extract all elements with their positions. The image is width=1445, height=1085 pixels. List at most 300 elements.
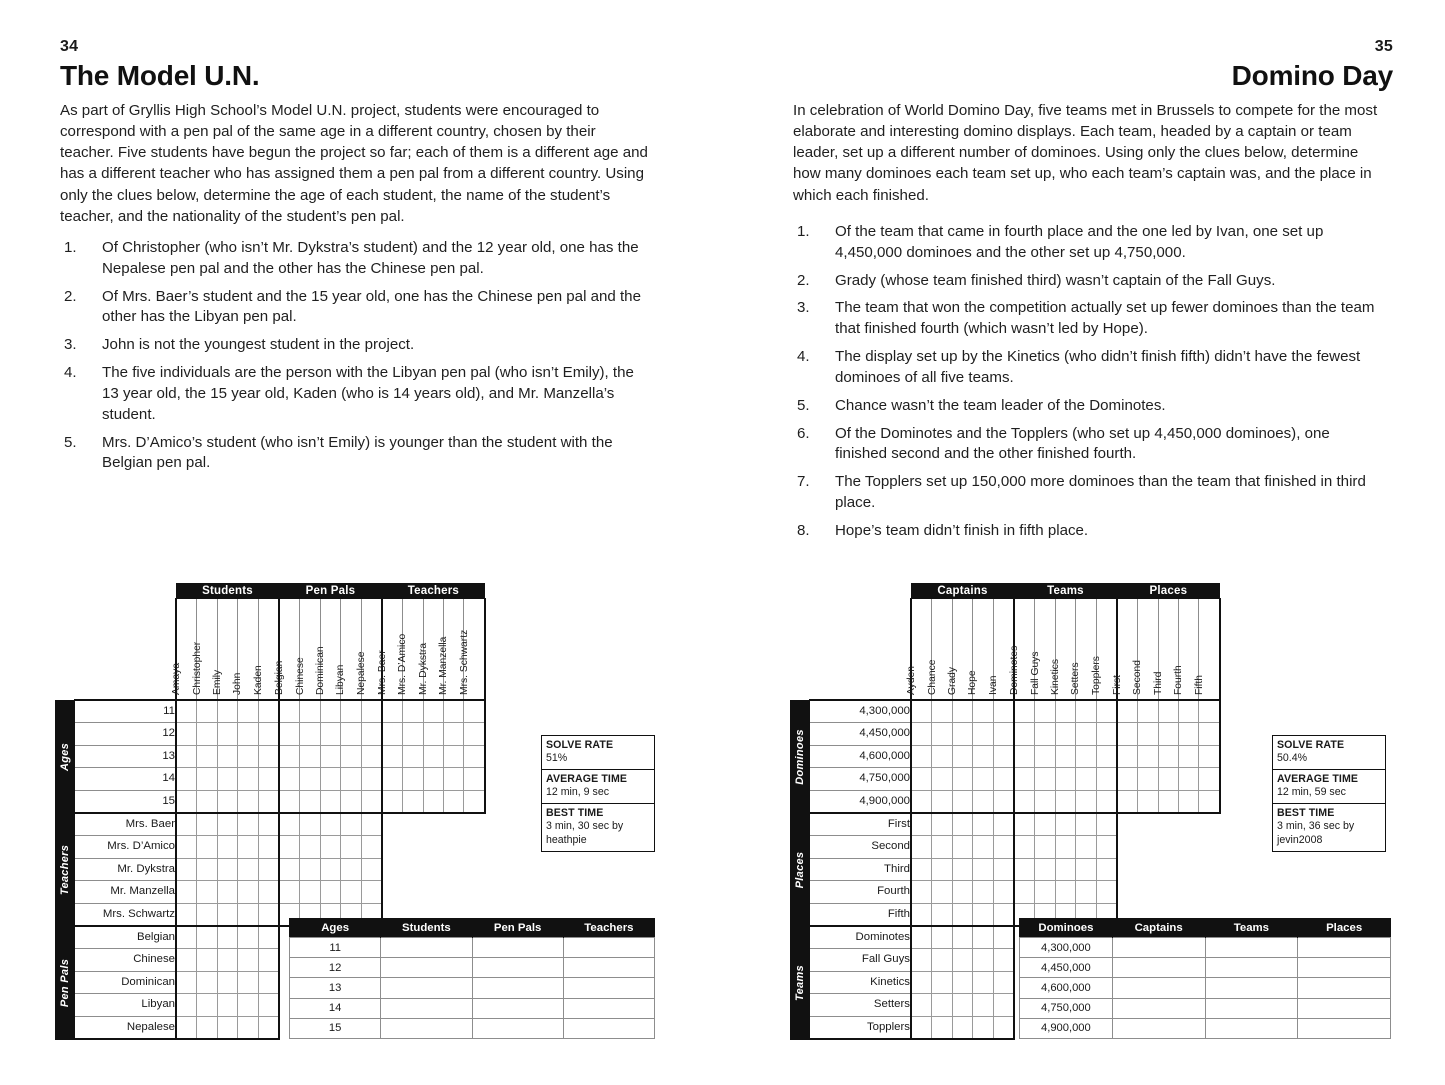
- grid-cell[interactable]: [197, 700, 217, 723]
- grid-cell[interactable]: [258, 881, 279, 903]
- grid-cell[interactable]: [320, 881, 340, 903]
- grid-cell[interactable]: [238, 949, 258, 971]
- grid-cell[interactable]: [279, 745, 300, 767]
- grid-cell[interactable]: [464, 700, 485, 723]
- grid-cell[interactable]: [952, 1016, 972, 1039]
- grid-cell[interactable]: [911, 700, 932, 723]
- grid-cell[interactable]: [932, 858, 952, 880]
- grid-cell[interactable]: [403, 768, 423, 790]
- grid-cell[interactable]: [176, 723, 197, 745]
- grid-cell[interactable]: [1096, 881, 1117, 903]
- grid-cell[interactable]: [300, 858, 320, 880]
- grid-cell[interactable]: [217, 1016, 237, 1039]
- grid-cell[interactable]: [973, 700, 993, 723]
- grid-cell[interactable]: [217, 836, 237, 858]
- grid-cell[interactable]: [1035, 700, 1055, 723]
- answer-blank-cell[interactable]: [1298, 958, 1391, 978]
- grid-cell[interactable]: [1035, 858, 1055, 880]
- grid-cell[interactable]: [279, 790, 300, 813]
- grid-cell[interactable]: [300, 745, 320, 767]
- answer-blank-cell[interactable]: [563, 938, 654, 958]
- grid-cell[interactable]: [444, 768, 464, 790]
- grid-cell[interactable]: [320, 790, 340, 813]
- grid-cell[interactable]: [1199, 790, 1220, 813]
- grid-cell[interactable]: [197, 858, 217, 880]
- grid-cell[interactable]: [217, 926, 237, 949]
- grid-cell[interactable]: [217, 700, 237, 723]
- answer-blank-cell[interactable]: [1205, 958, 1298, 978]
- grid-cell[interactable]: [1076, 790, 1096, 813]
- answer-blank-cell[interactable]: [563, 978, 654, 998]
- grid-cell[interactable]: [973, 994, 993, 1016]
- grid-cell[interactable]: [1199, 700, 1220, 723]
- grid-cell[interactable]: [952, 994, 972, 1016]
- answer-blank-cell[interactable]: [472, 978, 563, 998]
- grid-cell[interactable]: [341, 768, 361, 790]
- grid-cell[interactable]: [361, 881, 382, 903]
- grid-cell[interactable]: [973, 1016, 993, 1039]
- grid-cell[interactable]: [1035, 723, 1055, 745]
- grid-cell[interactable]: [403, 745, 423, 767]
- answer-blank-cell[interactable]: [1298, 978, 1391, 998]
- grid-cell[interactable]: [217, 858, 237, 880]
- grid-cell[interactable]: [279, 700, 300, 723]
- grid-cell[interactable]: [300, 836, 320, 858]
- grid-cell[interactable]: [464, 768, 485, 790]
- grid-cell[interactable]: [1199, 768, 1220, 790]
- grid-cell[interactable]: [258, 790, 279, 813]
- grid-cell[interactable]: [1117, 790, 1138, 813]
- grid-cell[interactable]: [238, 790, 258, 813]
- grid-cell[interactable]: [952, 723, 972, 745]
- grid-cell[interactable]: [238, 858, 258, 880]
- grid-cell[interactable]: [258, 858, 279, 880]
- grid-cell[interactable]: [993, 1016, 1014, 1039]
- grid-cell[interactable]: [197, 903, 217, 926]
- grid-cell[interactable]: [993, 836, 1014, 858]
- grid-cell[interactable]: [952, 836, 972, 858]
- grid-cell[interactable]: [403, 700, 423, 723]
- grid-cell[interactable]: [279, 881, 300, 903]
- grid-cell[interactable]: [197, 768, 217, 790]
- grid-cell[interactable]: [258, 926, 279, 949]
- answer-blank-cell[interactable]: [563, 998, 654, 1018]
- answer-blank-cell[interactable]: [472, 998, 563, 1018]
- grid-cell[interactable]: [258, 949, 279, 971]
- grid-cell[interactable]: [279, 858, 300, 880]
- grid-cell[interactable]: [361, 858, 382, 880]
- grid-cell[interactable]: [1035, 836, 1055, 858]
- grid-cell[interactable]: [176, 949, 197, 971]
- grid-cell[interactable]: [1179, 790, 1199, 813]
- grid-cell[interactable]: [238, 926, 258, 949]
- grid-cell[interactable]: [1138, 790, 1158, 813]
- grid-cell[interactable]: [217, 994, 237, 1016]
- grid-cell[interactable]: [238, 813, 258, 836]
- answer-blank-cell[interactable]: [472, 958, 563, 978]
- answer-blank-cell[interactable]: [381, 978, 472, 998]
- grid-cell[interactable]: [444, 745, 464, 767]
- grid-cell[interactable]: [952, 745, 972, 767]
- grid-cell[interactable]: [423, 723, 443, 745]
- grid-cell[interactable]: [176, 700, 197, 723]
- grid-cell[interactable]: [1199, 745, 1220, 767]
- answer-blank-cell[interactable]: [1112, 978, 1205, 998]
- grid-cell[interactable]: [952, 949, 972, 971]
- grid-cell[interactable]: [1035, 768, 1055, 790]
- grid-cell[interactable]: [320, 813, 340, 836]
- grid-cell[interactable]: [932, 881, 952, 903]
- grid-cell[interactable]: [361, 700, 382, 723]
- grid-cell[interactable]: [973, 903, 993, 926]
- grid-cell[interactable]: [197, 836, 217, 858]
- grid-cell[interactable]: [197, 971, 217, 993]
- grid-cell[interactable]: [464, 745, 485, 767]
- grid-cell[interactable]: [176, 858, 197, 880]
- grid-cell[interactable]: [1035, 881, 1055, 903]
- grid-cell[interactable]: [1138, 745, 1158, 767]
- grid-cell[interactable]: [1014, 836, 1035, 858]
- grid-cell[interactable]: [1035, 745, 1055, 767]
- answer-blank-cell[interactable]: [381, 938, 472, 958]
- grid-cell[interactable]: [1076, 768, 1096, 790]
- grid-cell[interactable]: [258, 723, 279, 745]
- grid-cell[interactable]: [932, 971, 952, 993]
- answer-blank-cell[interactable]: [381, 958, 472, 978]
- answer-blank-cell[interactable]: [563, 958, 654, 978]
- grid-cell[interactable]: [176, 790, 197, 813]
- grid-cell[interactable]: [1014, 813, 1035, 836]
- grid-cell[interactable]: [973, 858, 993, 880]
- grid-cell[interactable]: [217, 745, 237, 767]
- grid-cell[interactable]: [258, 971, 279, 993]
- grid-cell[interactable]: [993, 700, 1014, 723]
- answer-blank-cell[interactable]: [1205, 1018, 1298, 1038]
- grid-cell[interactable]: [1138, 768, 1158, 790]
- grid-cell[interactable]: [993, 881, 1014, 903]
- grid-cell[interactable]: [1076, 723, 1096, 745]
- grid-cell[interactable]: [176, 836, 197, 858]
- grid-cell[interactable]: [1076, 836, 1096, 858]
- grid-cell[interactable]: [993, 858, 1014, 880]
- answer-blank-cell[interactable]: [381, 998, 472, 1018]
- grid-cell[interactable]: [341, 881, 361, 903]
- grid-cell[interactable]: [932, 700, 952, 723]
- grid-cell[interactable]: [973, 745, 993, 767]
- grid-cell[interactable]: [197, 926, 217, 949]
- grid-cell[interactable]: [1117, 723, 1138, 745]
- grid-cell[interactable]: [361, 836, 382, 858]
- grid-cell[interactable]: [973, 723, 993, 745]
- grid-cell[interactable]: [993, 723, 1014, 745]
- grid-cell[interactable]: [320, 745, 340, 767]
- grid-cell[interactable]: [217, 790, 237, 813]
- answer-blank-cell[interactable]: [1112, 938, 1205, 958]
- answer-blank-cell[interactable]: [1112, 998, 1205, 1018]
- answer-blank-cell[interactable]: [1205, 938, 1298, 958]
- grid-cell[interactable]: [932, 949, 952, 971]
- grid-cell[interactable]: [1076, 745, 1096, 767]
- grid-cell[interactable]: [973, 768, 993, 790]
- grid-cell[interactable]: [238, 768, 258, 790]
- grid-cell[interactable]: [300, 790, 320, 813]
- grid-cell[interactable]: [973, 813, 993, 836]
- grid-cell[interactable]: [1055, 858, 1075, 880]
- grid-cell[interactable]: [176, 1016, 197, 1039]
- grid-cell[interactable]: [1117, 768, 1138, 790]
- grid-cell[interactable]: [932, 790, 952, 813]
- grid-cell[interactable]: [952, 903, 972, 926]
- grid-cell[interactable]: [973, 836, 993, 858]
- grid-cell[interactable]: [1076, 700, 1096, 723]
- grid-cell[interactable]: [1014, 790, 1035, 813]
- grid-cell[interactable]: [1055, 723, 1075, 745]
- grid-cell[interactable]: [238, 903, 258, 926]
- grid-cell[interactable]: [911, 903, 932, 926]
- grid-cell[interactable]: [361, 790, 382, 813]
- grid-cell[interactable]: [444, 700, 464, 723]
- answer-blank-cell[interactable]: [1298, 938, 1391, 958]
- grid-cell[interactable]: [238, 723, 258, 745]
- grid-cell[interactable]: [1055, 790, 1075, 813]
- grid-cell[interactable]: [1158, 745, 1178, 767]
- answer-blank-cell[interactable]: [1205, 978, 1298, 998]
- answer-table-right[interactable]: [1019, 918, 1391, 1039]
- grid-cell[interactable]: [423, 700, 443, 723]
- grid-cell[interactable]: [1096, 700, 1117, 723]
- grid-cell[interactable]: [423, 745, 443, 767]
- grid-cell[interactable]: [1055, 700, 1075, 723]
- grid-cell[interactable]: [1055, 768, 1075, 790]
- grid-cell[interactable]: [911, 949, 932, 971]
- grid-cell[interactable]: [932, 836, 952, 858]
- grid-cell[interactable]: [1076, 813, 1096, 836]
- grid-cell[interactable]: [197, 745, 217, 767]
- answer-blank-cell[interactable]: [1205, 998, 1298, 1018]
- grid-cell[interactable]: [1014, 768, 1035, 790]
- grid-cell[interactable]: [176, 994, 197, 1016]
- grid-cell[interactable]: [973, 926, 993, 949]
- grid-cell[interactable]: [258, 1016, 279, 1039]
- grid-cell[interactable]: [197, 1016, 217, 1039]
- grid-cell[interactable]: [320, 723, 340, 745]
- grid-cell[interactable]: [382, 700, 403, 723]
- grid-cell[interactable]: [1055, 813, 1075, 836]
- grid-cell[interactable]: [1014, 881, 1035, 903]
- grid-cell[interactable]: [1055, 881, 1075, 903]
- grid-cell[interactable]: [993, 745, 1014, 767]
- grid-cell[interactable]: [932, 926, 952, 949]
- grid-cell[interactable]: [952, 768, 972, 790]
- grid-cell[interactable]: [952, 813, 972, 836]
- grid-cell[interactable]: [464, 790, 485, 813]
- grid-cell[interactable]: [176, 926, 197, 949]
- grid-cell[interactable]: [341, 858, 361, 880]
- grid-cell[interactable]: [238, 1016, 258, 1039]
- grid-cell[interactable]: [952, 971, 972, 993]
- grid-cell[interactable]: [320, 700, 340, 723]
- grid-cell[interactable]: [197, 994, 217, 1016]
- grid-cell[interactable]: [911, 926, 932, 949]
- grid-cell[interactable]: [464, 723, 485, 745]
- grid-cell[interactable]: [932, 723, 952, 745]
- grid-cell[interactable]: [1096, 745, 1117, 767]
- grid-cell[interactable]: [320, 768, 340, 790]
- grid-cell[interactable]: [258, 813, 279, 836]
- grid-cell[interactable]: [197, 723, 217, 745]
- grid-cell[interactable]: [952, 881, 972, 903]
- grid-cell[interactable]: [1179, 723, 1199, 745]
- grid-cell[interactable]: [1096, 836, 1117, 858]
- grid-cell[interactable]: [238, 994, 258, 1016]
- grid-cell[interactable]: [320, 836, 340, 858]
- grid-cell[interactable]: [993, 971, 1014, 993]
- grid-cell[interactable]: [1014, 745, 1035, 767]
- grid-cell[interactable]: [911, 813, 932, 836]
- grid-cell[interactable]: [382, 723, 403, 745]
- grid-cell[interactable]: [279, 723, 300, 745]
- grid-cell[interactable]: [1199, 723, 1220, 745]
- answer-blank-cell[interactable]: [563, 1018, 654, 1038]
- grid-cell[interactable]: [1179, 700, 1199, 723]
- grid-cell[interactable]: [341, 813, 361, 836]
- grid-cell[interactable]: [993, 949, 1014, 971]
- grid-cell[interactable]: [1138, 723, 1158, 745]
- grid-cell[interactable]: [911, 836, 932, 858]
- answer-blank-cell[interactable]: [1112, 958, 1205, 978]
- grid-cell[interactable]: [932, 745, 952, 767]
- grid-cell[interactable]: [197, 790, 217, 813]
- grid-cell[interactable]: [932, 994, 952, 1016]
- grid-cell[interactable]: [176, 881, 197, 903]
- grid-cell[interactable]: [382, 768, 403, 790]
- grid-cell[interactable]: [911, 745, 932, 767]
- grid-cell[interactable]: [217, 903, 237, 926]
- grid-cell[interactable]: [952, 926, 972, 949]
- grid-cell[interactable]: [973, 881, 993, 903]
- grid-cell[interactable]: [217, 971, 237, 993]
- grid-cell[interactable]: [932, 768, 952, 790]
- grid-cell[interactable]: [403, 723, 423, 745]
- grid-cell[interactable]: [361, 813, 382, 836]
- grid-cell[interactable]: [258, 768, 279, 790]
- grid-cell[interactable]: [217, 949, 237, 971]
- grid-cell[interactable]: [911, 858, 932, 880]
- grid-cell[interactable]: [993, 790, 1014, 813]
- grid-cell[interactable]: [911, 881, 932, 903]
- grid-cell[interactable]: [911, 790, 932, 813]
- grid-cell[interactable]: [382, 790, 403, 813]
- answer-blank-cell[interactable]: [472, 938, 563, 958]
- grid-cell[interactable]: [444, 790, 464, 813]
- grid-cell[interactable]: [341, 790, 361, 813]
- grid-cell[interactable]: [217, 723, 237, 745]
- grid-cell[interactable]: [217, 768, 237, 790]
- grid-cell[interactable]: [932, 813, 952, 836]
- grid-cell[interactable]: [300, 700, 320, 723]
- grid-cell[interactable]: [279, 813, 300, 836]
- grid-cell[interactable]: [1158, 723, 1178, 745]
- grid-cell[interactable]: [993, 926, 1014, 949]
- grid-cell[interactable]: [932, 903, 952, 926]
- grid-cell[interactable]: [1117, 700, 1138, 723]
- grid-cell[interactable]: [238, 971, 258, 993]
- grid-cell[interactable]: [952, 790, 972, 813]
- grid-cell[interactable]: [973, 949, 993, 971]
- grid-cell[interactable]: [1138, 700, 1158, 723]
- grid-cell[interactable]: [300, 813, 320, 836]
- grid-cell[interactable]: [1055, 836, 1075, 858]
- grid-cell[interactable]: [238, 881, 258, 903]
- grid-cell[interactable]: [361, 745, 382, 767]
- answer-blank-cell[interactable]: [472, 1018, 563, 1038]
- grid-cell[interactable]: [952, 858, 972, 880]
- grid-cell[interactable]: [300, 723, 320, 745]
- grid-cell[interactable]: [341, 700, 361, 723]
- grid-cell[interactable]: [1096, 723, 1117, 745]
- grid-cell[interactable]: [300, 768, 320, 790]
- grid-cell[interactable]: [341, 723, 361, 745]
- answer-blank-cell[interactable]: [1298, 1018, 1391, 1038]
- grid-cell[interactable]: [1179, 745, 1199, 767]
- grid-cell[interactable]: [1179, 768, 1199, 790]
- grid-cell[interactable]: [1096, 768, 1117, 790]
- answer-blank-cell[interactable]: [381, 1018, 472, 1038]
- grid-cell[interactable]: [197, 949, 217, 971]
- grid-cell[interactable]: [993, 813, 1014, 836]
- grid-cell[interactable]: [238, 836, 258, 858]
- grid-cell[interactable]: [1035, 813, 1055, 836]
- grid-cell[interactable]: [973, 790, 993, 813]
- grid-cell[interactable]: [300, 881, 320, 903]
- grid-cell[interactable]: [361, 723, 382, 745]
- grid-cell[interactable]: [258, 903, 279, 926]
- grid-cell[interactable]: [911, 768, 932, 790]
- grid-cell[interactable]: [1158, 790, 1178, 813]
- grid-cell[interactable]: [1158, 768, 1178, 790]
- grid-cell[interactable]: [1055, 745, 1075, 767]
- grid-cell[interactable]: [197, 881, 217, 903]
- grid-cell[interactable]: [176, 813, 197, 836]
- grid-cell[interactable]: [911, 971, 932, 993]
- grid-cell[interactable]: [1158, 700, 1178, 723]
- grid-cell[interactable]: [993, 768, 1014, 790]
- grid-cell[interactable]: [1035, 790, 1055, 813]
- grid-cell[interactable]: [258, 700, 279, 723]
- grid-cell[interactable]: [217, 881, 237, 903]
- grid-cell[interactable]: [1096, 858, 1117, 880]
- grid-cell[interactable]: [1096, 790, 1117, 813]
- grid-cell[interactable]: [341, 745, 361, 767]
- grid-cell[interactable]: [423, 768, 443, 790]
- grid-cell[interactable]: [258, 994, 279, 1016]
- grid-cell[interactable]: [932, 1016, 952, 1039]
- grid-cell[interactable]: [1117, 745, 1138, 767]
- grid-cell[interactable]: [279, 836, 300, 858]
- grid-cell[interactable]: [973, 971, 993, 993]
- grid-cell[interactable]: [1076, 881, 1096, 903]
- grid-cell[interactable]: [258, 836, 279, 858]
- grid-cell[interactable]: [176, 768, 197, 790]
- grid-cell[interactable]: [279, 768, 300, 790]
- grid-cell[interactable]: [320, 858, 340, 880]
- grid-cell[interactable]: [176, 745, 197, 767]
- grid-cell[interactable]: [911, 723, 932, 745]
- grid-cell[interactable]: [1096, 813, 1117, 836]
- grid-cell[interactable]: [993, 903, 1014, 926]
- grid-cell[interactable]: [238, 700, 258, 723]
- answer-blank-cell[interactable]: [1112, 1018, 1205, 1038]
